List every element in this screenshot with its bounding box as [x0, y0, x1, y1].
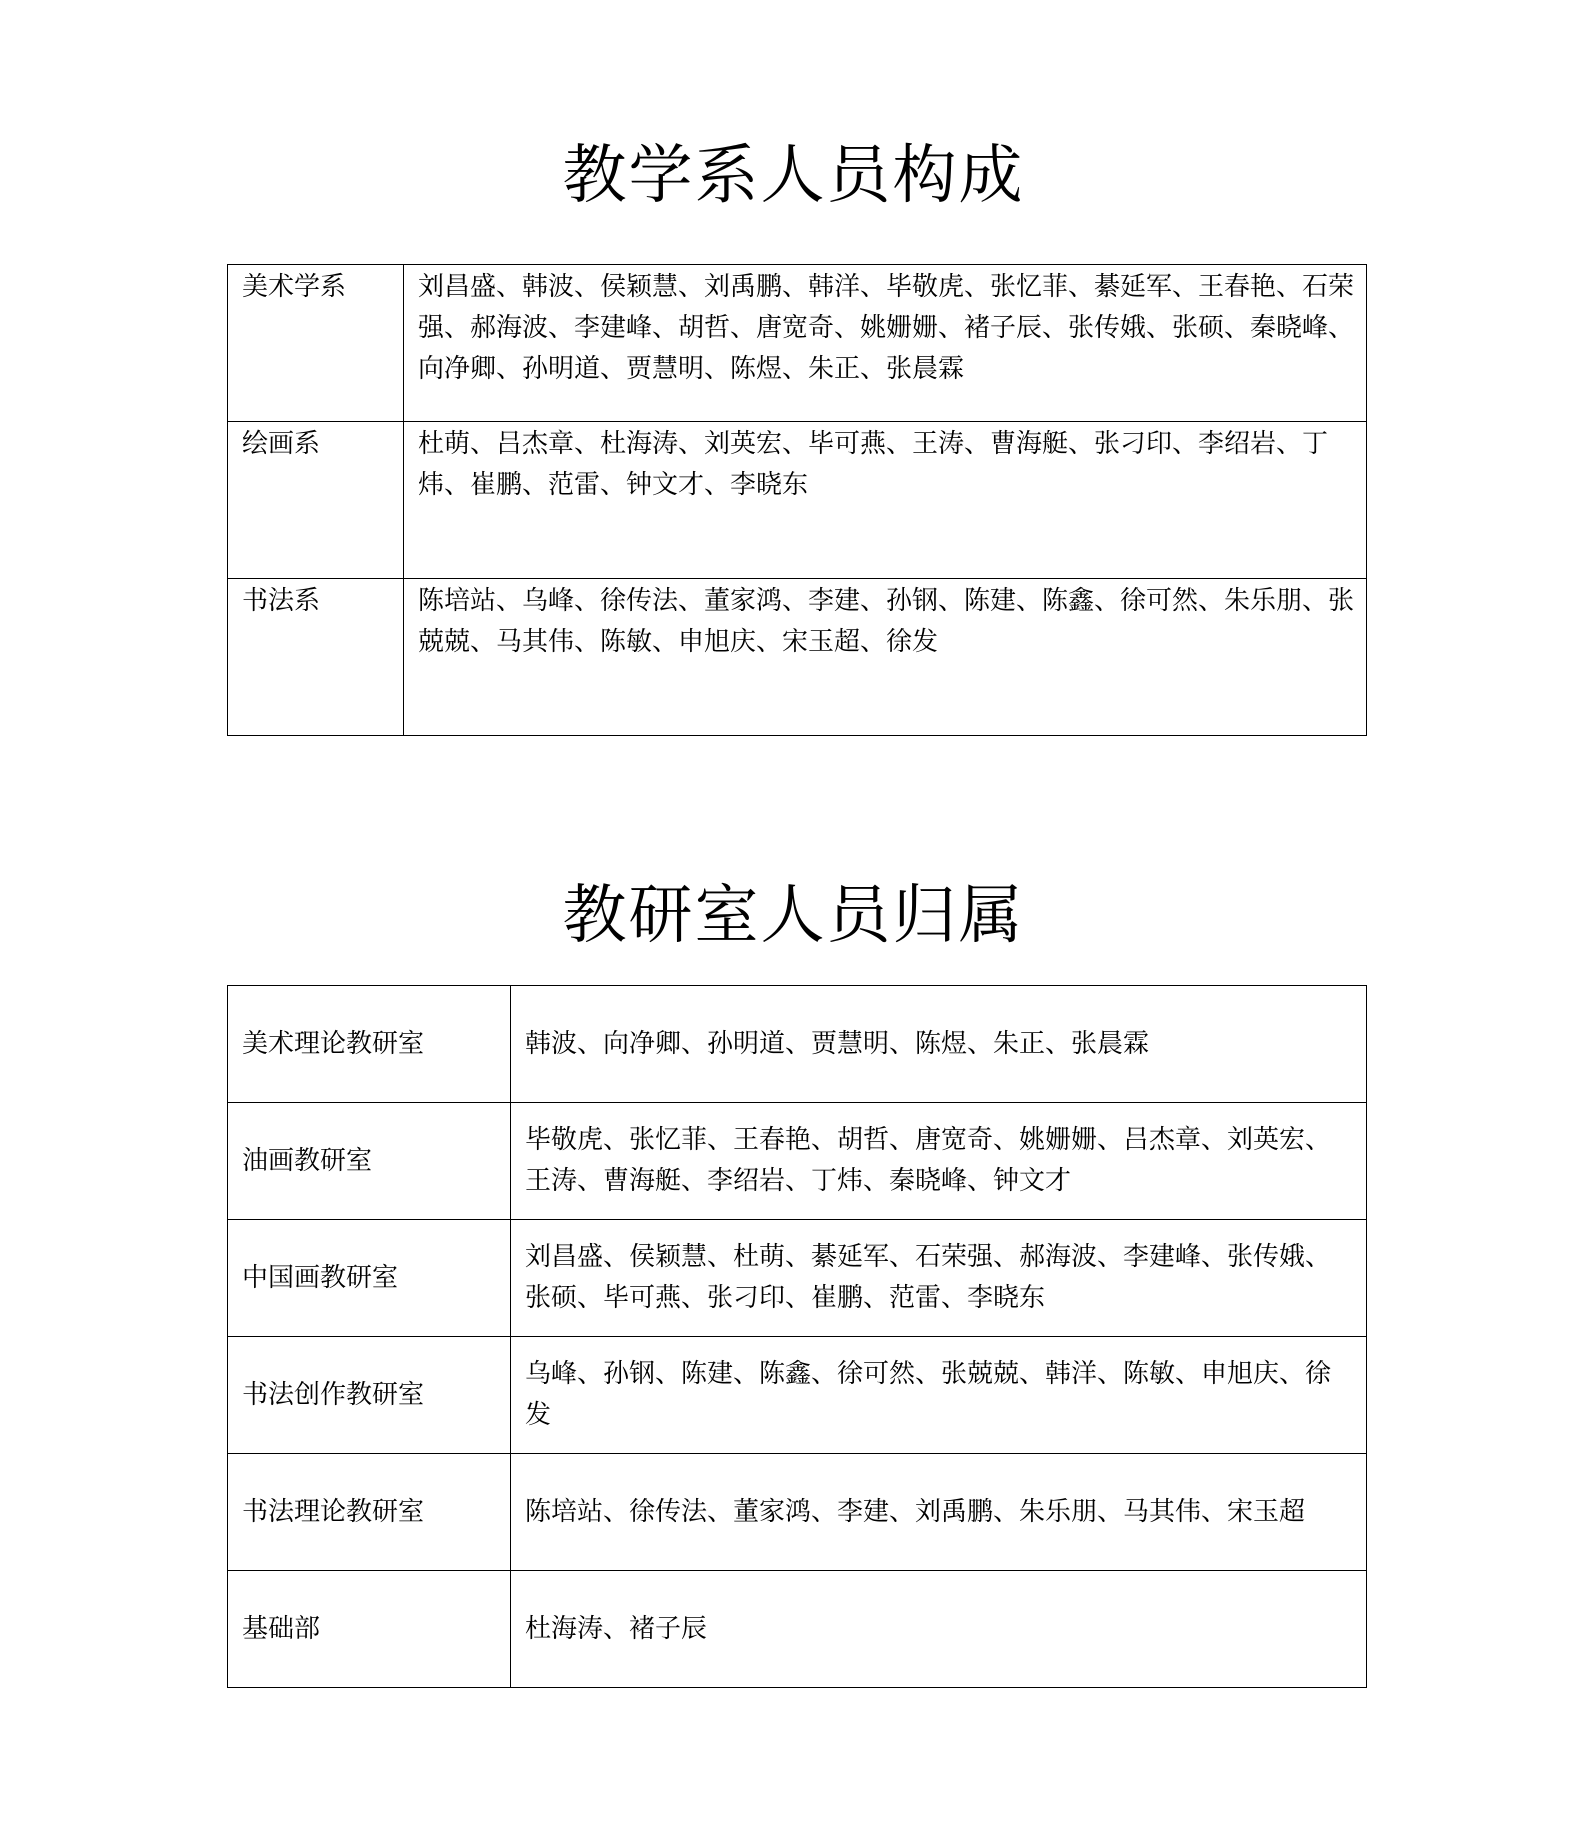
office-name: 书法创作教研室	[228, 1337, 511, 1454]
office-name: 美术理论教研室	[228, 986, 511, 1103]
office-name: 基础部	[228, 1571, 511, 1688]
department-members: 刘昌盛、韩波、侯颖慧、刘禹鹏、韩洋、毕敬虎、张忆菲、綦延军、王春艳、石荣强、郝海波、李建峰、胡哲、唐宽奇、姚姗姗、褚子辰、张传娥、张硕、秦晓峰、向净卿、孙明道、贾慧明、陈煜、朱正、张晨霖	[404, 265, 1367, 422]
office-members: 刘昌盛、侯颖慧、杜萌、綦延军、石荣强、郝海波、李建峰、张传娥、张硕、毕可燕、张刁印、崔鹏、范雷、李晓东	[511, 1220, 1367, 1337]
table-row	[228, 265, 1367, 422]
office-members: 杜海涛、褚子辰	[511, 1571, 1367, 1688]
table-row	[228, 422, 1367, 579]
departments-table	[227, 264, 1367, 736]
research-offices-table	[227, 985, 1367, 1688]
office-name: 书法理论教研室	[228, 1454, 511, 1571]
table-row	[228, 1571, 1367, 1688]
department-name: 美术学系	[228, 265, 404, 422]
office-name: 中国画教研室	[228, 1220, 511, 1337]
department-name: 书法系	[228, 579, 404, 736]
table-row	[228, 986, 1367, 1103]
table-row	[228, 1337, 1367, 1454]
office-name: 油画教研室	[228, 1103, 511, 1220]
office-members: 乌峰、孙钢、陈建、陈鑫、徐可然、张兢兢、韩洋、陈敏、申旭庆、徐发	[511, 1337, 1367, 1454]
section-title-offices: 教研室人员归属	[562, 879, 1025, 953]
table-row	[228, 1454, 1367, 1571]
office-members: 毕敬虎、张忆菲、王春艳、胡哲、唐宽奇、姚姗姗、吕杰章、刘英宏、王涛、曹海艇、李绍岩、丁炜、秦晓峰、钟文才	[511, 1103, 1367, 1220]
table-row	[228, 1220, 1367, 1337]
section-title-departments: 教学系人员构成	[562, 139, 1025, 213]
office-members: 陈培站、徐传法、董家鸿、李建、刘禹鹏、朱乐朋、马其伟、宋玉超	[511, 1454, 1367, 1571]
department-members: 杜萌、吕杰章、杜海涛、刘英宏、毕可燕、王涛、曹海艇、张刁印、李绍岩、丁炜、崔鹏、范雷、钟文才、李晓东	[404, 422, 1367, 579]
office-members: 韩波、向净卿、孙明道、贾慧明、陈煜、朱正、张晨霖	[511, 986, 1367, 1103]
table-row	[228, 1103, 1367, 1220]
department-name: 绘画系	[228, 422, 404, 579]
table-row	[228, 579, 1367, 736]
department-members: 陈培站、乌峰、徐传法、董家鸿、李建、孙钢、陈建、陈鑫、徐可然、朱乐朋、张兢兢、马其伟、陈敏、申旭庆、宋玉超、徐发	[404, 579, 1367, 736]
